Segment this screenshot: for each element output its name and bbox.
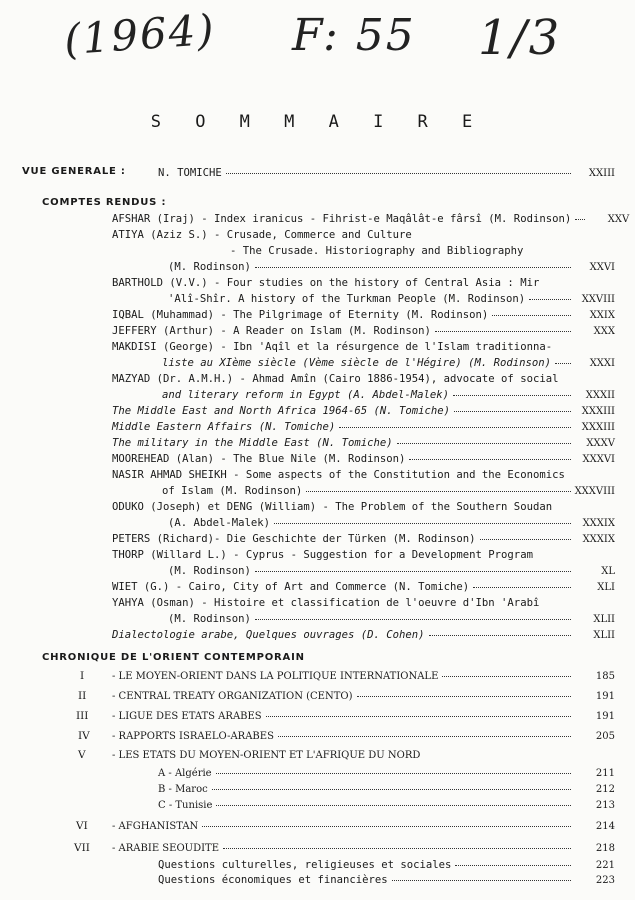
entry-text: PETERS (Richard)- Die Geschichte der Türken (M. Rodinson) <box>112 533 476 545</box>
toc-entry-barthold <box>168 292 615 307</box>
entry-text: AFSHAR (Iraj) - Index iranicus - Fihrist-e Maqâlât-e fârsî (M. Rodinson) <box>112 213 572 225</box>
entry-text: Questions culturelles, religieuses et sociales <box>158 859 452 871</box>
chapter-number-iv: IV <box>78 730 90 742</box>
page-number: 213 <box>595 800 615 811</box>
entry-text: liste au XIème siècle (Vème siècle de l'Hégire) (M. Rodinson) <box>162 357 552 369</box>
toc-entry-chapter-iv <box>112 730 615 744</box>
handwritten-volume: 1/3 <box>478 10 562 66</box>
page-title: S O M M A I R E <box>150 112 485 132</box>
toc-entry-middle-east <box>112 404 615 419</box>
page-number: 185 <box>595 671 615 682</box>
entry-text: (M. Rodinson) <box>168 565 251 577</box>
toc-entry-moorehead <box>112 452 615 467</box>
entry-text: - CENTRAL TREATY ORGANIZATION (CENTO) <box>112 691 353 702</box>
toc-entry-thorp <box>168 564 615 579</box>
toc-entry-chapter-ii <box>112 690 615 704</box>
page-number: XXIII <box>588 168 615 179</box>
dot-leader <box>202 826 571 827</box>
toc-entry-oduko <box>168 516 615 531</box>
entry-text: IQBAL (Muhammad) - The Pilgrimage of Eternity (M. Rodinson) <box>112 309 489 321</box>
chapter-number-iii: III <box>76 710 89 722</box>
dot-leader <box>409 459 571 460</box>
toc-entry-vue-generale <box>158 166 615 181</box>
page-number: 223 <box>595 875 615 886</box>
page-number: XLII <box>593 614 615 625</box>
toc-entry-chapter-i <box>112 670 615 684</box>
toc-entry-chapter-vii <box>112 842 615 856</box>
dot-leader <box>255 571 571 572</box>
entry-makdisi-line1: MAKDISI (George) - Ibn 'Aqîl et la résurgence de l'Islam traditionna- <box>112 341 553 353</box>
page-number: XXXII <box>585 390 615 401</box>
page-number: XXVI <box>589 262 615 273</box>
page-number: XXXIII <box>581 422 615 433</box>
toc-entry-dialectologie <box>112 628 615 643</box>
entry-text: JEFFERY (Arthur) - A Reader on Islam (M. Rodinson) <box>112 325 431 337</box>
dot-leader <box>223 848 571 849</box>
toc-entry-military <box>112 436 615 451</box>
entry-text: - LIGUE DES ETATS ARABES <box>112 711 262 722</box>
page-number: XXXIX <box>582 518 615 529</box>
toc-entry-questions-economiques <box>158 873 615 888</box>
chapter-number-v: V <box>78 749 86 761</box>
page-number: XXXVIII <box>574 486 615 497</box>
toc-entry-peters <box>112 532 615 547</box>
handwritten-year: (1964) <box>62 4 218 65</box>
chapter-number-vi: VI <box>76 820 88 832</box>
entry-barthold-line1: BARTHOLD (V.V.) - Four studies on the history of Central Asia : Mir <box>112 277 540 289</box>
dot-leader <box>306 491 570 492</box>
page-number: XXXV <box>586 438 615 449</box>
toc-entry-chapter-vi <box>112 820 615 834</box>
entry-text: - ARABIE SEOUDITE <box>112 843 220 854</box>
dot-leader <box>492 315 571 316</box>
toc-entry-chapter-iii <box>112 710 615 724</box>
entry-nasir-line1: NASIR AHMAD SHEIKH - Some aspects of the Constitution and the Economics <box>112 469 565 481</box>
entry-text: - RAPPORTS ISRAELO-ARABES <box>112 731 274 742</box>
toc-entry-tunisie <box>158 799 615 813</box>
toc-entry-yahya <box>168 612 615 627</box>
entry-text: C - Tunisie <box>158 800 213 811</box>
toc-entry-questions-culturelles <box>158 858 615 873</box>
entry-text: (M. Rodinson) <box>168 261 251 273</box>
entry-atiya-line2: - The Crusade. Historiography and Bibliography <box>230 245 524 257</box>
page-number: 211 <box>595 768 615 779</box>
toc-entry-middle-eastern-affairs <box>112 420 615 435</box>
page-number: XXIX <box>589 310 615 321</box>
dot-leader <box>435 331 571 332</box>
toc-entry-jeffery <box>112 324 615 339</box>
dot-leader <box>212 789 571 790</box>
entry-text: (A. Abdel-Malek) <box>168 517 271 529</box>
dot-leader <box>429 635 571 636</box>
toc-entry-wiet <box>112 580 615 595</box>
page-number: 214 <box>595 821 615 832</box>
entry-atiya-line1: ATIYA (Aziz S.) - Crusade, Commerce and Culture <box>112 229 412 241</box>
entry-oduko-line1: ODUKO (Joseph) et DENG (William) - The Problem of the Southern Soudan <box>112 501 553 513</box>
entry-text: 'Alî-Shîr. A history of the Turkman People (M. Rodinson) <box>168 293 526 305</box>
dot-leader <box>216 805 571 806</box>
page-number: XXX <box>593 326 615 337</box>
dot-leader <box>392 880 571 881</box>
toc-entry-atiya <box>168 260 615 275</box>
entry-text: Questions économiques et financières <box>158 874 388 886</box>
section-vue-generale: VUE GENERALE : <box>22 166 126 177</box>
entry-mazyad-line1: MAZYAD (Dr. A.M.H.) - Ahmad Amîn (Cairo 1886-1954), advocate of social <box>112 373 559 385</box>
page-number: XXXI <box>589 358 615 369</box>
dot-leader <box>529 299 571 300</box>
dot-leader <box>555 363 571 364</box>
toc-entry-iqbal <box>112 308 615 323</box>
page-number: 218 <box>595 843 615 854</box>
handwritten-reference: F: 55 <box>292 10 416 61</box>
page-number: XXV <box>607 214 630 225</box>
page-number: 221 <box>595 860 615 871</box>
entry-text: The Middle East and North Africa 1964-65 (N. Tomiche) <box>112 405 451 417</box>
entry-text: B - Maroc <box>158 784 208 795</box>
entry-text: - AFGHANISTAN <box>112 821 199 832</box>
entry-text: and literary reform in Egypt (A. Abdel-Malek) <box>162 389 450 401</box>
dot-leader <box>480 539 571 540</box>
chapter-number-vii: VII <box>74 842 90 854</box>
dot-leader <box>278 736 571 737</box>
page-number: XLII <box>593 630 615 641</box>
entry-text: - LE MOYEN-ORIENT DANS LA POLITIQUE INTERNATIONALE <box>112 671 439 682</box>
chapter-number-i: I <box>80 670 85 682</box>
entry-text: The military in the Middle East (N. Tomiche) <box>112 437 393 449</box>
page-number: XXXIX <box>582 534 615 545</box>
page-number: XXVIII <box>581 294 615 305</box>
page-number: XLI <box>597 582 615 593</box>
page-number: XXXIII <box>581 406 615 417</box>
dot-leader <box>575 219 585 220</box>
entry-thorp-line1: THORP (Willard L.) - Cyprus - Suggestion for a Development Program <box>112 549 533 561</box>
toc-entry-mazyad <box>162 388 615 403</box>
entry-text: Middle Eastern Affairs (N. Tomiche) <box>112 421 336 433</box>
toc-entry-algerie <box>158 767 615 781</box>
entry-text: (M. Rodinson) <box>168 613 251 625</box>
page-number: 191 <box>595 691 615 702</box>
entry-text: MOOREHEAD (Alan) - The Blue Nile (M. Rodinson) <box>112 453 406 465</box>
dot-leader <box>226 173 571 174</box>
entry-text: Dialectologie arabe, Quelques ouvrages (D. Cohen) <box>112 629 425 641</box>
chapter-number-ii: II <box>78 690 87 702</box>
toc-entry-nasir <box>162 484 615 499</box>
dot-leader <box>442 676 571 677</box>
page-number: 205 <box>595 731 615 742</box>
entry-text: N. TOMICHE <box>158 167 222 179</box>
toc-entry-makdisi <box>162 356 615 371</box>
entry-text: WIET (G.) - Cairo, City of Art and Commerce (N. Tomiche) <box>112 581 470 593</box>
dot-leader <box>216 773 571 774</box>
dot-leader <box>473 587 571 588</box>
page-number: 191 <box>595 711 615 722</box>
dot-leader <box>255 619 571 620</box>
entry-text: of Islam (M. Rodinson) <box>162 485 303 497</box>
dot-leader <box>274 523 571 524</box>
entry-chapter-v: - LES ETATS DU MOYEN-ORIENT ET L'AFRIQUE DU NORD <box>112 750 421 761</box>
dot-leader <box>339 427 571 428</box>
dot-leader <box>455 865 571 866</box>
entry-text: A - Algérie <box>158 768 212 779</box>
entry-yahya-line1: YAHYA (Osman) - Histoire et classification de l'oeuvre d'Ibn 'Arabî <box>112 597 540 609</box>
page-number: 212 <box>595 784 615 795</box>
dot-leader <box>397 443 571 444</box>
toc-entry-afshar <box>112 212 630 227</box>
page-number: XXXVI <box>582 454 615 465</box>
dot-leader <box>357 696 571 697</box>
section-comptes-rendus: COMPTES RENDUS : <box>42 197 167 208</box>
section-chronique: CHRONIQUE DE L'ORIENT CONTEMPORAIN <box>42 652 305 663</box>
dot-leader <box>453 395 571 396</box>
dot-leader <box>255 267 571 268</box>
dot-leader <box>454 411 571 412</box>
page-number: XL <box>601 566 615 577</box>
toc-entry-maroc <box>158 783 615 797</box>
dot-leader <box>266 716 571 717</box>
